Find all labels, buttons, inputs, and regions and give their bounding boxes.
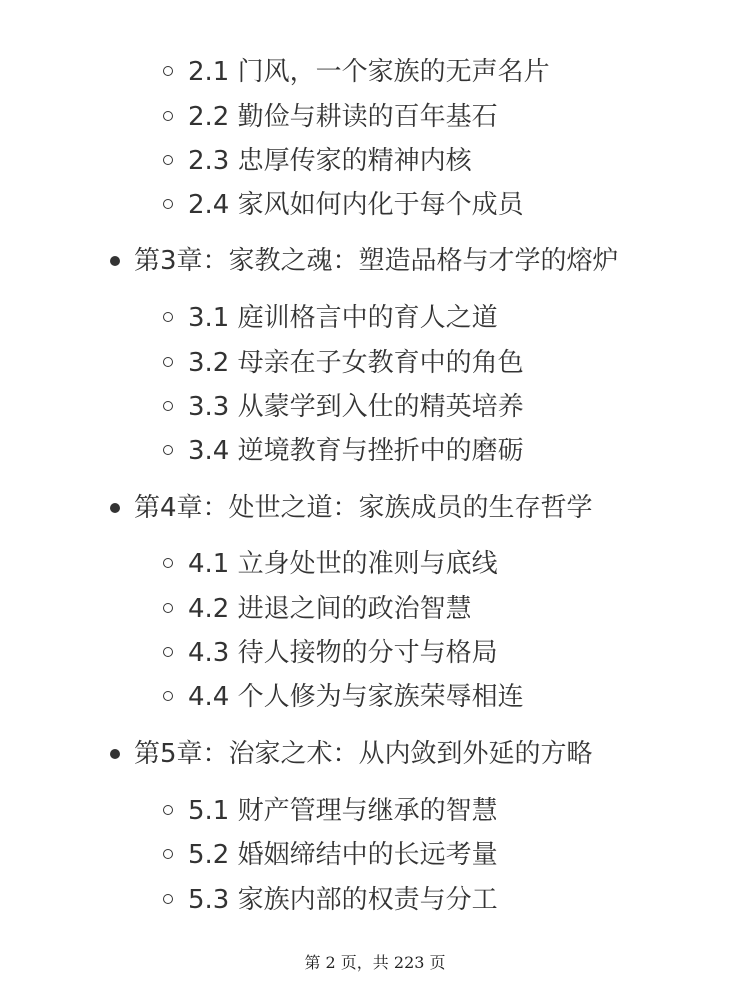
- hollow-circle-bullet-icon: [163, 155, 173, 165]
- hollow-circle-bullet-icon: [163, 199, 173, 209]
- hollow-circle-bullet-icon: [163, 357, 173, 367]
- hollow-circle-bullet-icon: [163, 849, 173, 859]
- hollow-circle-bullet-icon: [163, 691, 173, 701]
- hollow-circle-bullet-icon: [163, 401, 173, 411]
- section-title: 5.3 家族内部的权责与分工: [188, 885, 498, 915]
- section-title: 2.4 家风如何内化于每个成员: [188, 190, 524, 220]
- section-title: 5.2 婚姻缔结中的长远考量: [188, 840, 498, 870]
- page-number-footer: 第 2 页，共 223 页: [304, 953, 446, 972]
- filled-circle-bullet-icon: [110, 749, 120, 759]
- section-title: 3.2 母亲在子女教育中的角色: [188, 348, 524, 378]
- hollow-circle-bullet-icon: [163, 445, 173, 455]
- section-title: 3.3 从蒙学到入仕的精英培养: [188, 392, 524, 422]
- chapter-title: 第4章：处世之道：家族成员的生存哲学: [134, 493, 593, 523]
- section-title: 3.4 逆境教育与挫折中的磨砺: [188, 436, 524, 466]
- section-title: 4.3 待人接物的分寸与格局: [188, 638, 498, 668]
- section-title: 4.4 个人修为与家族荣辱相连: [188, 682, 524, 712]
- section-title: 4.1 立身处世的准则与底线: [188, 549, 498, 579]
- hollow-circle-bullet-icon: [163, 647, 173, 657]
- hollow-circle-bullet-icon: [163, 66, 173, 76]
- filled-circle-bullet-icon: [110, 503, 120, 513]
- filled-circle-bullet-icon: [110, 256, 120, 266]
- hollow-circle-bullet-icon: [163, 894, 173, 904]
- chapter-title: 第5章：治家之术：从内敛到外延的方略: [134, 739, 593, 769]
- hollow-circle-bullet-icon: [163, 558, 173, 568]
- section-title: 2.2 勤俭与耕读的百年基石: [188, 102, 498, 132]
- section-title: 4.2 进退之间的政治智慧: [188, 594, 472, 624]
- section-title: 2.3 忠厚传家的精神内核: [188, 146, 472, 176]
- hollow-circle-bullet-icon: [163, 805, 173, 815]
- chapter-title: 第3章：家教之魂：塑造品格与才学的熔炉: [134, 246, 619, 276]
- section-title: 3.1 庭训格言中的育人之道: [188, 303, 498, 333]
- hollow-circle-bullet-icon: [163, 312, 173, 322]
- hollow-circle-bullet-icon: [163, 603, 173, 613]
- section-title: 2.1 门风，一个家族的无声名片: [188, 57, 550, 87]
- section-title: 5.1 财产管理与继承的智慧: [188, 796, 498, 826]
- hollow-circle-bullet-icon: [163, 111, 173, 121]
